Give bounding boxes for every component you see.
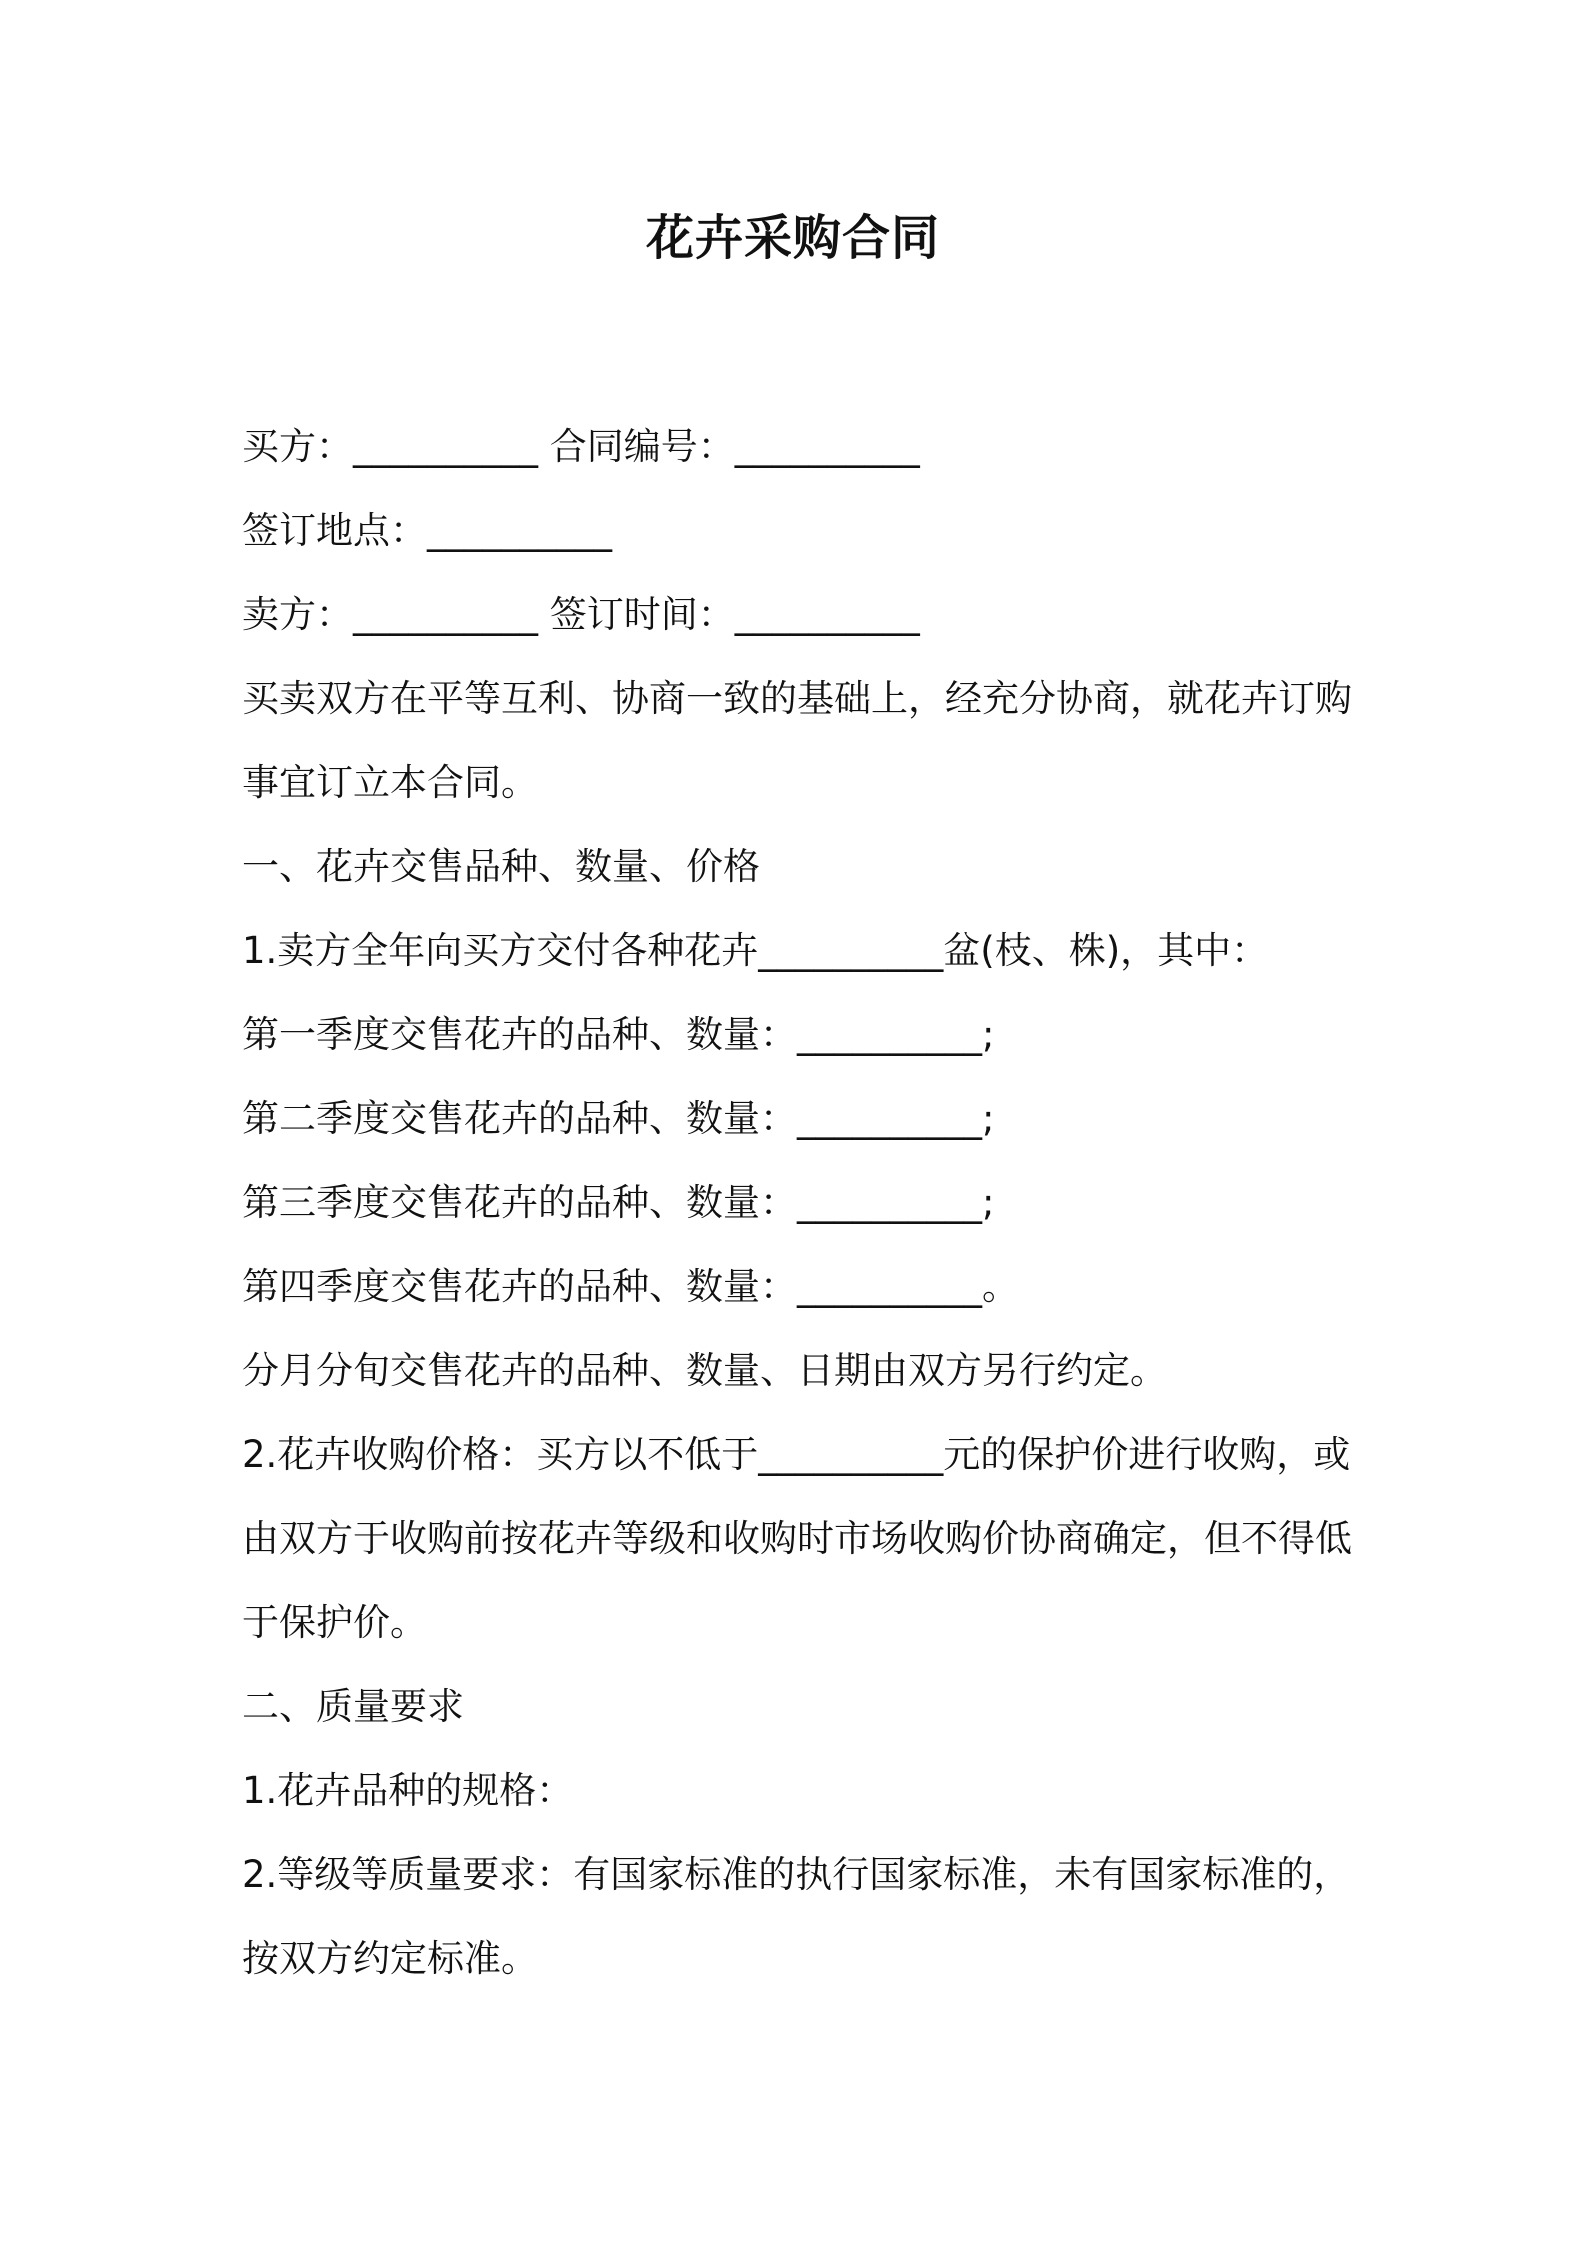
seller-signing-time-line: 卖方：__________ 签订时间：__________	[242, 593, 920, 636]
preamble-line-2: 事宜订立本合同。	[242, 761, 538, 804]
monthly-delivery-line: 分月分旬交售花卉的品种、数量、日期由双方另行约定。	[242, 1349, 1167, 1392]
clause-2-2-line-2: 按双方约定标准。	[242, 1937, 538, 1980]
section-1-heading: 一、花卉交售品种、数量、价格	[242, 845, 760, 888]
quarter-3-line: 第三季度交售花卉的品种、数量：__________;	[242, 1181, 995, 1224]
clause-2-2-line-1: 2.等级等质量要求：有国家标准的执行国家标准，未有国家标准的，	[242, 1853, 1351, 1896]
quarter-4-line: 第四季度交售花卉的品种、数量：__________。	[242, 1265, 1019, 1308]
preamble-line-1: 买卖双方在平等互利、协商一致的基础上，经充分协商，就花卉订购	[242, 677, 1352, 720]
section-2-heading: 二、质量要求	[242, 1685, 464, 1728]
signing-place-line: 签订地点：__________	[242, 509, 612, 552]
clause-1-2-line-2: 由双方于收购前按花卉等级和收购时市场收购价协商确定，但不得低	[242, 1517, 1352, 1560]
clause-1-2-line-1: 2.花卉收购价格：买方以不低于__________元的保护价进行收购，或	[242, 1433, 1351, 1476]
clause-1-1: 1.卖方全年向买方交付各种花卉__________盆(枝、株)，其中：	[242, 929, 1269, 972]
document-body	[242, 405, 1362, 2001]
document-title: 花卉采购合同	[645, 210, 940, 266]
clause-1-2-line-3: 于保护价。	[242, 1601, 427, 1644]
quarter-1-line: 第一季度交售花卉的品种、数量：__________;	[242, 1013, 995, 1056]
clause-2-1: 1.花卉品种的规格：	[242, 1769, 574, 1812]
quarter-2-line: 第二季度交售花卉的品种、数量：__________;	[242, 1097, 995, 1140]
buyer-contract-number-line: 买方：__________ 合同编号：__________	[242, 425, 920, 468]
